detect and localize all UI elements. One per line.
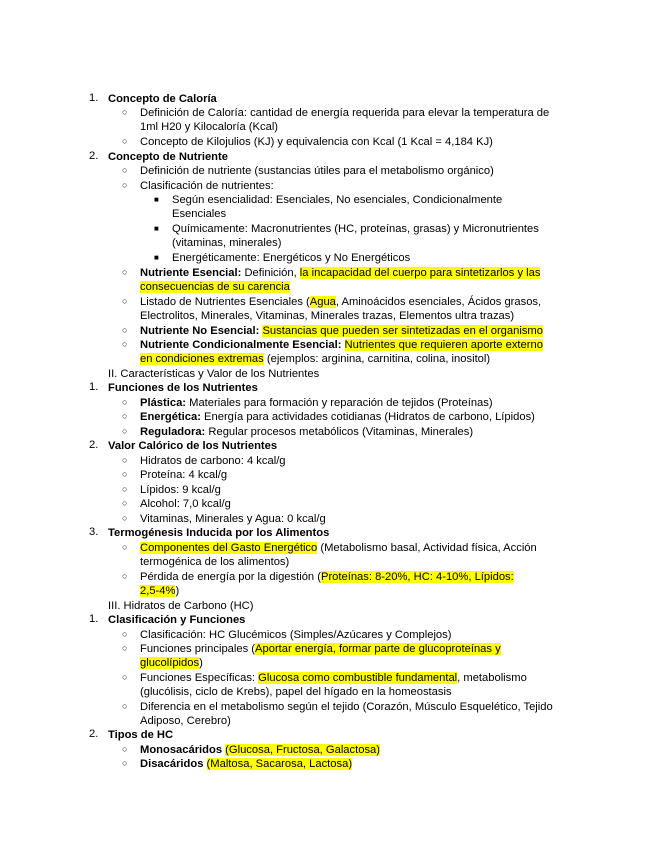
bullet-circle-icon: ○ xyxy=(122,542,128,552)
bullet-circle-icon: ○ xyxy=(122,701,128,711)
heading-concepto-caloria: Concepto de Caloría xyxy=(108,93,217,105)
bullet-circle-icon: ○ xyxy=(122,469,128,479)
list-item: Disacáridos (Maltosa, Sacarosa, Lactosa) xyxy=(140,758,353,770)
bullet-circle-icon: ○ xyxy=(122,107,128,117)
bullet-circle-icon: ○ xyxy=(122,672,128,682)
list-item: Pérdida de energía por la digestión (Proteínas: 8-20%, HC: 4-10%, Lípidos: xyxy=(140,571,514,583)
heading-valor-calorico: Valor Calórico de los Nutrientes xyxy=(108,440,278,452)
list-item: Proteína: 4 kcal/g xyxy=(140,469,228,481)
list-item: Vitaminas, Minerales y Agua: 0 kcal/g xyxy=(140,513,326,525)
list-number: 1. xyxy=(89,381,99,393)
list-item: Listado de Nutrientes Esenciales (Agua, Aminoácidos esenciales, Ácidos grasos, xyxy=(140,296,542,308)
list-number: 1. xyxy=(89,613,99,625)
sub-item-cont: (vitaminas, minerales) xyxy=(172,237,282,249)
list-item-cont: glucolípidos) xyxy=(140,657,203,669)
list-item: Lípidos: 9 kcal/g xyxy=(140,484,221,496)
list-item: Concepto de Kilojulios (KJ) y equivalencia con Kcal (1 Kcal = 4,184 KJ) xyxy=(140,136,493,148)
bullet-circle-icon: ○ xyxy=(122,339,128,349)
list-item: Nutriente No Esencial: Sustancias que pueden ser sintetizadas en el organismo xyxy=(140,325,543,337)
list-item: Nutriente Condicionalmente Esencial: Nutrientes que requieren aporte externo xyxy=(140,339,543,351)
list-item: Monosacáridos (Glucosa, Fructosa, Galactosa) xyxy=(140,744,380,756)
bullet-circle-icon: ○ xyxy=(122,165,128,175)
list-item: Diferencia en el metabolismo según el tejido (Corazón, Músculo Esquelético, Tejido xyxy=(140,701,553,713)
sub-item: Químicamente: Macronutrientes (HC, proteínas, grasas) y Micronutrientes xyxy=(172,223,539,235)
list-item: Reguladora: Regular procesos metabólicos (Vitaminas, Minerales) xyxy=(140,426,474,438)
list-item: Clasificación: HC Glucémicos (Simples/Azúcares y Complejos) xyxy=(140,629,452,641)
bullet-circle-icon: ○ xyxy=(122,397,128,407)
list-item-cont: (glucólisis, ciclo de Krebs), papel del hígado en la homeostasis xyxy=(140,686,452,698)
bullet-square-icon: ■ xyxy=(154,195,159,204)
bullet-circle-icon: ○ xyxy=(122,513,128,523)
list-number: 2. xyxy=(89,728,99,740)
bullet-circle-icon: ○ xyxy=(122,180,128,190)
list-item: Definición de Caloría: cantidad de energía requerida para elevar la temperatura de xyxy=(140,107,550,119)
bullet-circle-icon: ○ xyxy=(122,629,128,639)
bullet-circle-icon: ○ xyxy=(122,267,128,277)
bullet-circle-icon: ○ xyxy=(122,643,128,653)
bullet-circle-icon: ○ xyxy=(122,411,128,421)
bullet-square-icon: ■ xyxy=(154,224,159,233)
list-item-cont: en condiciones extremas (ejemplos: arginina, carnitina, colina, inositol) xyxy=(140,353,491,365)
list-item-cont: Electrolitos, Minerales, Vitaminas, Minerales trazas, Elementos ultra trazas) xyxy=(140,310,515,322)
bullet-circle-icon: ○ xyxy=(122,136,128,146)
list-item: Definición de nutriente (sustancias útiles para el metabolismo orgánico) xyxy=(140,165,494,177)
list-item-cont: 2,5-4%) xyxy=(140,585,180,597)
list-item: Funciones Específicas: Glucosa como combustible fundamental, metabolismo xyxy=(140,672,527,684)
list-item: Hidratos de carbono: 4 kcal/g xyxy=(140,455,286,467)
list-item-cont: Adiposo, Cerebro) xyxy=(140,715,231,727)
heading-concepto-nutriente: Concepto de Nutriente xyxy=(108,151,228,163)
heading-tipos-hc: Tipos de HC xyxy=(108,729,174,741)
bullet-circle-icon: ○ xyxy=(122,325,128,335)
heading-termogenesis: Termogénesis Inducida por los Alimentos xyxy=(108,527,330,539)
bullet-circle-icon: ○ xyxy=(122,758,128,768)
list-item: Clasificación de nutrientes: xyxy=(140,180,274,192)
list-item: Plástica: Materiales para formación y reparación de tejidos (Proteínas) xyxy=(140,397,493,409)
sub-item-cont: Esenciales xyxy=(172,208,227,220)
list-item-cont: termogénica de los alimentos) xyxy=(140,556,290,568)
section-heading-ii: II. Características y Valor de los Nutrientes xyxy=(108,368,320,380)
section-heading-iii: III. Hidratos de Carbono (HC) xyxy=(108,600,254,612)
heading-funciones: Funciones de los Nutrientes xyxy=(108,382,258,394)
list-number: 2. xyxy=(89,150,99,162)
list-item-cont: 1ml H20 y Kilocaloría (Kcal) xyxy=(140,121,279,133)
list-item: Alcohol: 7,0 kcal/g xyxy=(140,498,231,510)
list-number: 3. xyxy=(89,526,99,538)
bullet-circle-icon: ○ xyxy=(122,744,128,754)
bullet-circle-icon: ○ xyxy=(122,296,128,306)
list-item-nutriente-esencial: Nutriente Esencial: Definición, la incapacidad del cuerpo para sintetizarlos y las xyxy=(140,267,541,279)
list-item: Funciones principales (Aportar energía, formar parte de glucoproteínas y xyxy=(140,643,501,655)
list-item: Componentes del Gasto Energético (Metabolismo basal, Actividad física, Acción xyxy=(140,542,537,554)
list-number: 2. xyxy=(89,439,99,451)
sub-item: Según esencialidad: Esenciales, No esenciales, Condicionalmente xyxy=(172,194,503,206)
bullet-circle-icon: ○ xyxy=(122,498,128,508)
bullet-circle-icon: ○ xyxy=(122,571,128,581)
heading-clasificacion: Clasificación y Funciones xyxy=(108,614,246,626)
sub-item: Energéticamente: Energéticos y No Energéticos xyxy=(172,252,411,264)
bullet-square-icon: ■ xyxy=(154,253,159,262)
bullet-circle-icon: ○ xyxy=(122,484,128,494)
list-item-cont: consecuencias de su carencia xyxy=(140,281,290,293)
list-item: Energética: Energía para actividades cotidianas (Hidratos de carbono, Lípidos) xyxy=(140,411,535,423)
bullet-circle-icon: ○ xyxy=(122,455,128,465)
bullet-circle-icon: ○ xyxy=(122,426,128,436)
list-number: 1. xyxy=(89,92,99,104)
